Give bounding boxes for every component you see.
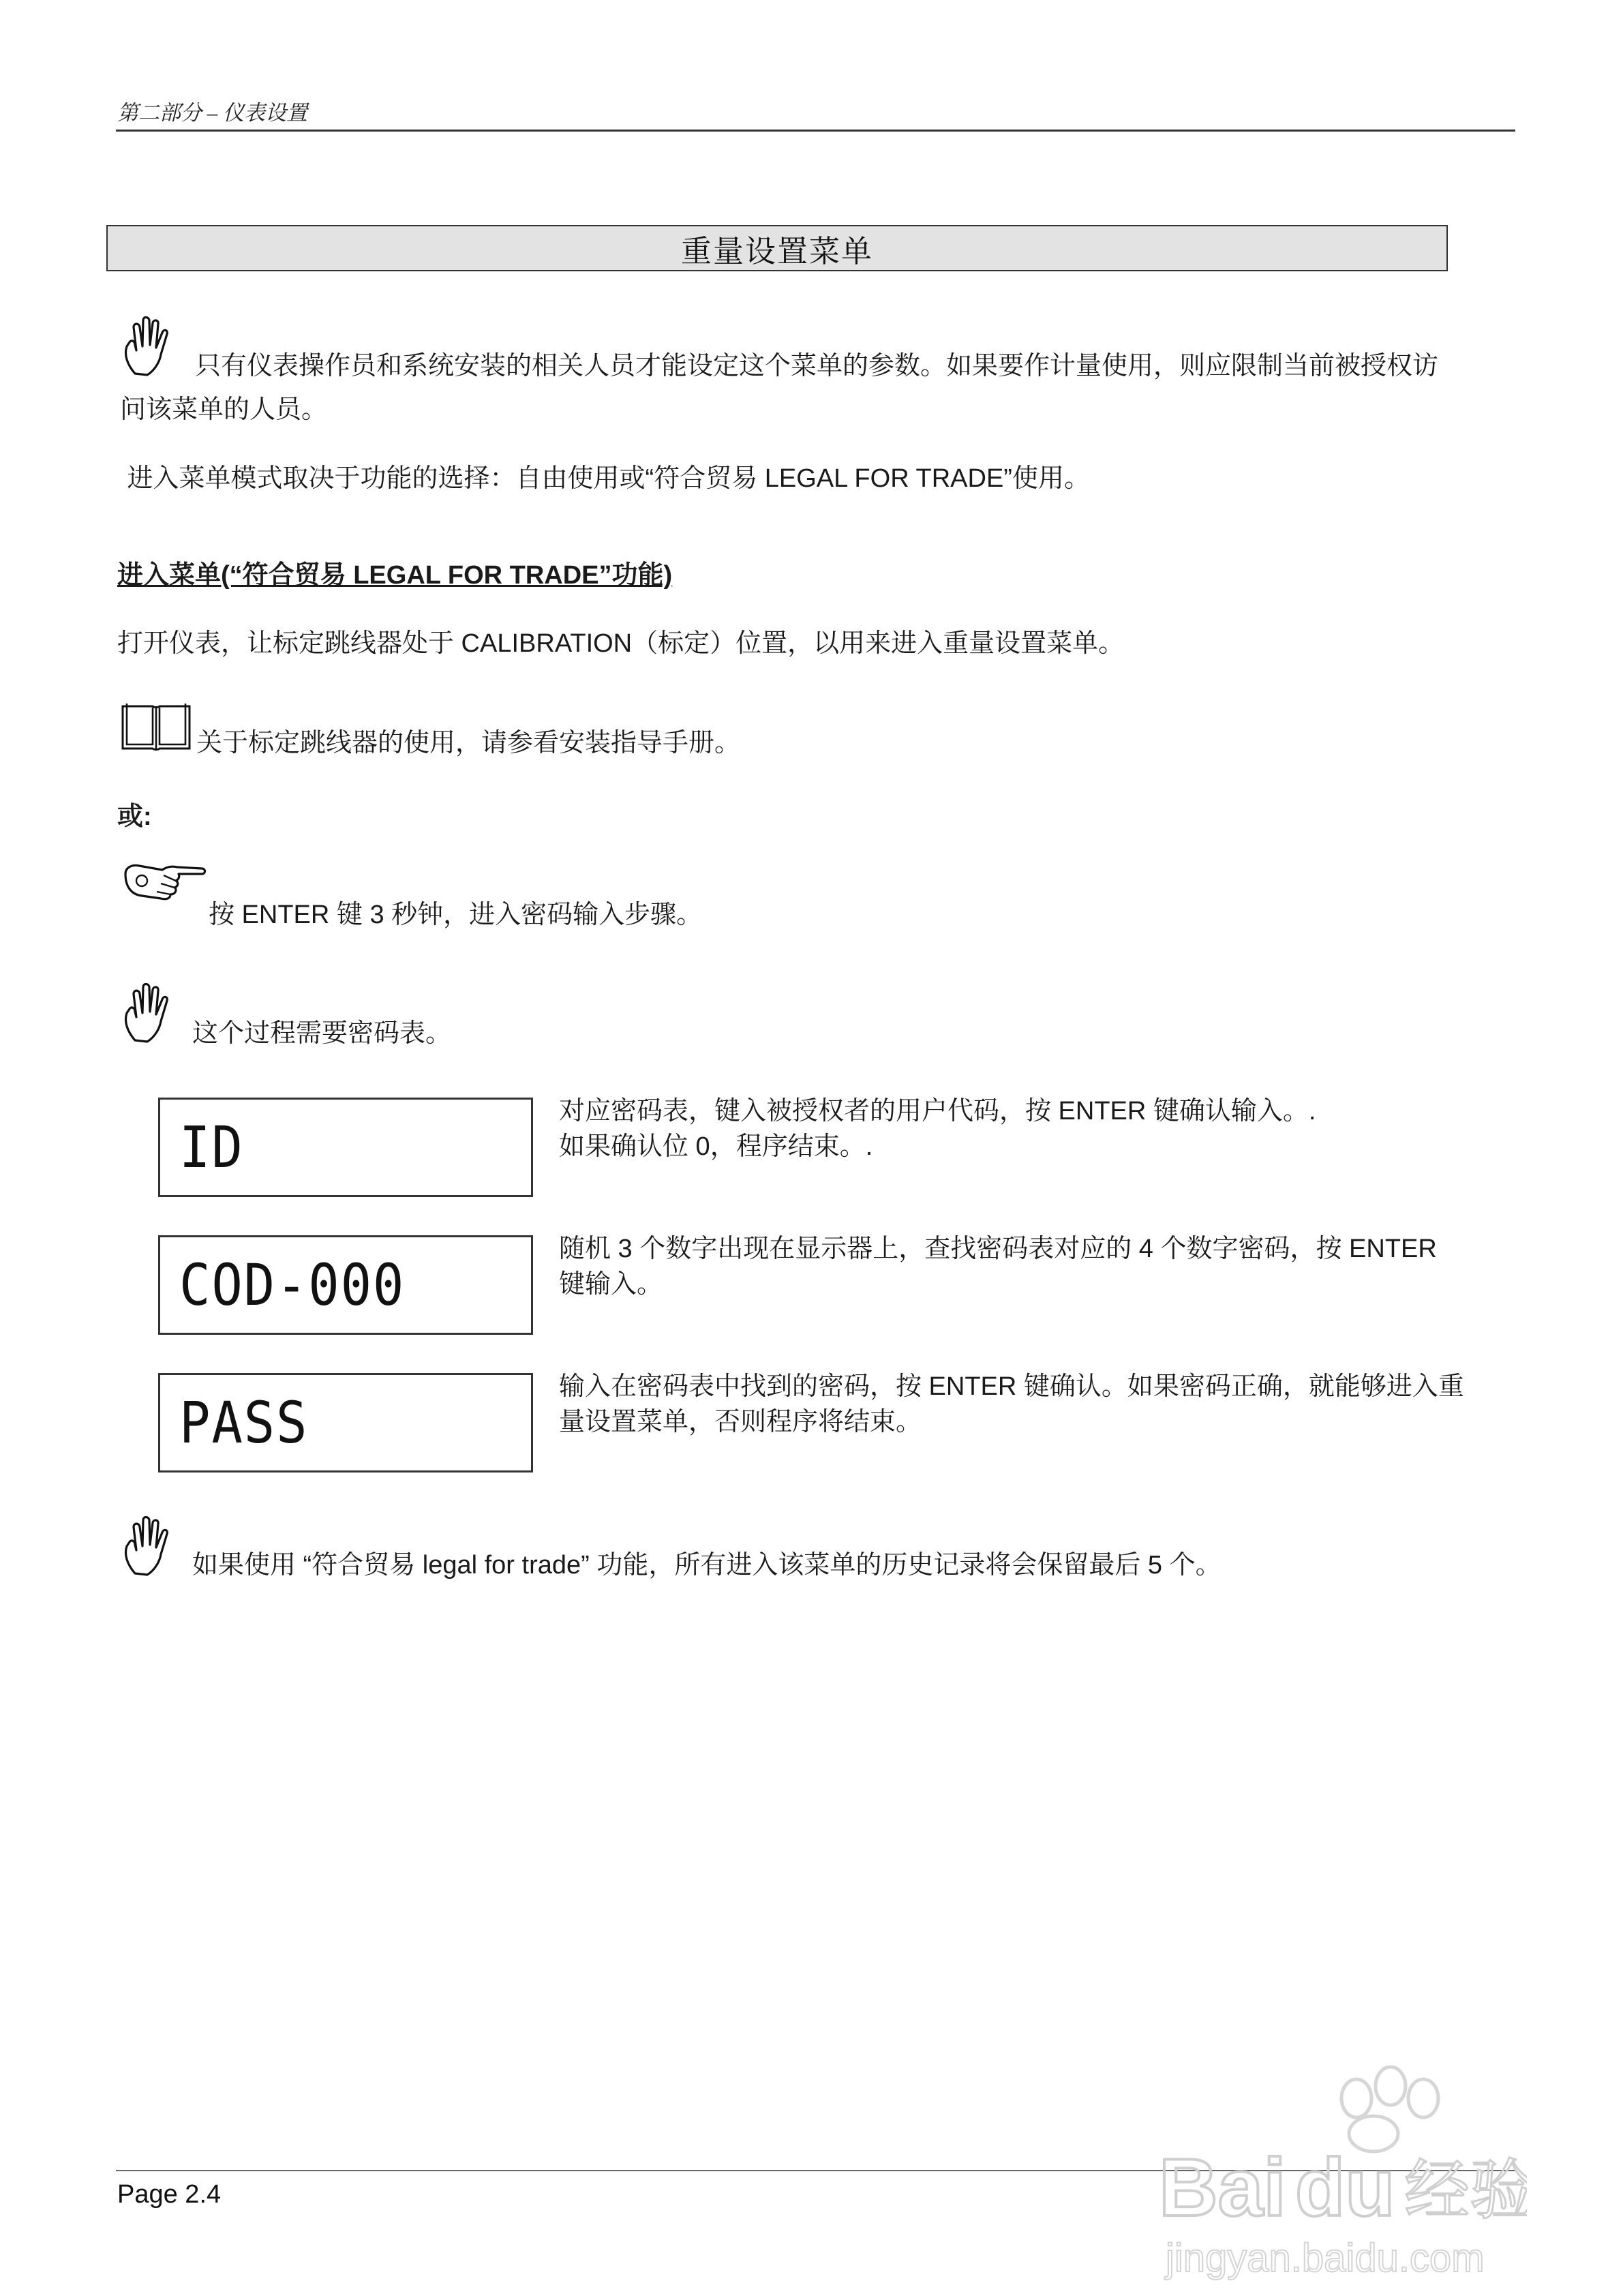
note-operator-line1: 只有仪表操作员和系统安装的相关人员才能设定这个菜单的参数。如果要作计量使用，则应限制当前被授权访 xyxy=(195,352,1439,380)
lcd-text: ID xyxy=(179,1114,244,1181)
lcd-display-cod xyxy=(158,1235,533,1335)
history-note: 如果使用 “符合贸易 legal for trade” 功能，所有进入该菜单的历史记录将会保留最后 5 个。 xyxy=(192,1551,1222,1580)
svg-text:du: du xyxy=(1295,2142,1395,2233)
lcd-text: COD-000 xyxy=(179,1252,406,1318)
lcd-description-line: 对应密码表，键入被授权者的用户代码，按 ENTER 键确认输入。. xyxy=(559,1097,1316,1126)
page-number: Page 2.4 xyxy=(117,2180,222,2209)
book-icon xyxy=(120,702,192,755)
baidu-watermark xyxy=(1145,2059,1527,2284)
lcd-display-pass xyxy=(158,1373,533,1472)
lcd-description-line: 如果确认位 0，程序结束。. xyxy=(559,1132,873,1161)
lcd-text: PASS xyxy=(179,1389,309,1456)
hand-icon xyxy=(120,1515,179,1577)
lcd-display-id xyxy=(158,1098,533,1197)
or-label: 或: xyxy=(117,802,152,831)
lcd-description-line: 输入在密码表中找到的密码，按 ENTER 键确认。如果密码正确，就能够进入重 xyxy=(559,1372,1464,1401)
svg-text:Bai: Bai xyxy=(1159,2142,1286,2233)
menu-mode-text: 进入菜单模式取决于功能的选择：自由使用或“符合贸易 LEGAL FOR TRADE”使用。 xyxy=(120,464,1090,493)
lcd-description-line: 键输入。 xyxy=(559,1270,663,1299)
password-table-note: 这个过程需要密码表。 xyxy=(192,1019,452,1048)
header-divider xyxy=(116,130,1515,132)
page-header: 第二部分 – 仪表设置 xyxy=(117,101,307,125)
hand-icon xyxy=(120,982,179,1044)
lcd-description-line: 量设置菜单，否则程序将结束。 xyxy=(559,1408,922,1436)
lcd-description-pass xyxy=(559,1369,1520,1440)
calibration-text: 打开仪表，让标定跳线器处于 CALIBRATION（标定）位置，以用来进入重量设置菜单。 xyxy=(117,629,1125,658)
pointing-hand-icon xyxy=(121,859,206,907)
note-operator-line2: 问该菜单的人员。 xyxy=(120,395,328,424)
note-operator-only xyxy=(120,344,1517,432)
manual-reference: 关于标定跳线器的使用，请参看安装指导手册。 xyxy=(196,729,741,757)
section-heading: 进入菜单(“符合贸易 LEGAL FOR TRADE”功能) xyxy=(117,561,673,590)
lcd-description-cod xyxy=(559,1231,1520,1302)
lcd-description-line: 随机 3 个数字出现在显示器上，查找密码表对应的 4 个数字密码，按 ENTER xyxy=(559,1235,1437,1263)
lcd-description-id xyxy=(559,1093,1520,1164)
section-title: 重量设置菜单 xyxy=(106,225,1448,271)
svg-text:经验: 经验 xyxy=(1404,2152,1527,2229)
svg-text:jingyan.baidu.com: jingyan.baidu.com xyxy=(1166,2236,1485,2280)
enter-key-instruction: 按 ENTER 键 3 秒钟，进入密码输入步骤。 xyxy=(209,901,703,929)
